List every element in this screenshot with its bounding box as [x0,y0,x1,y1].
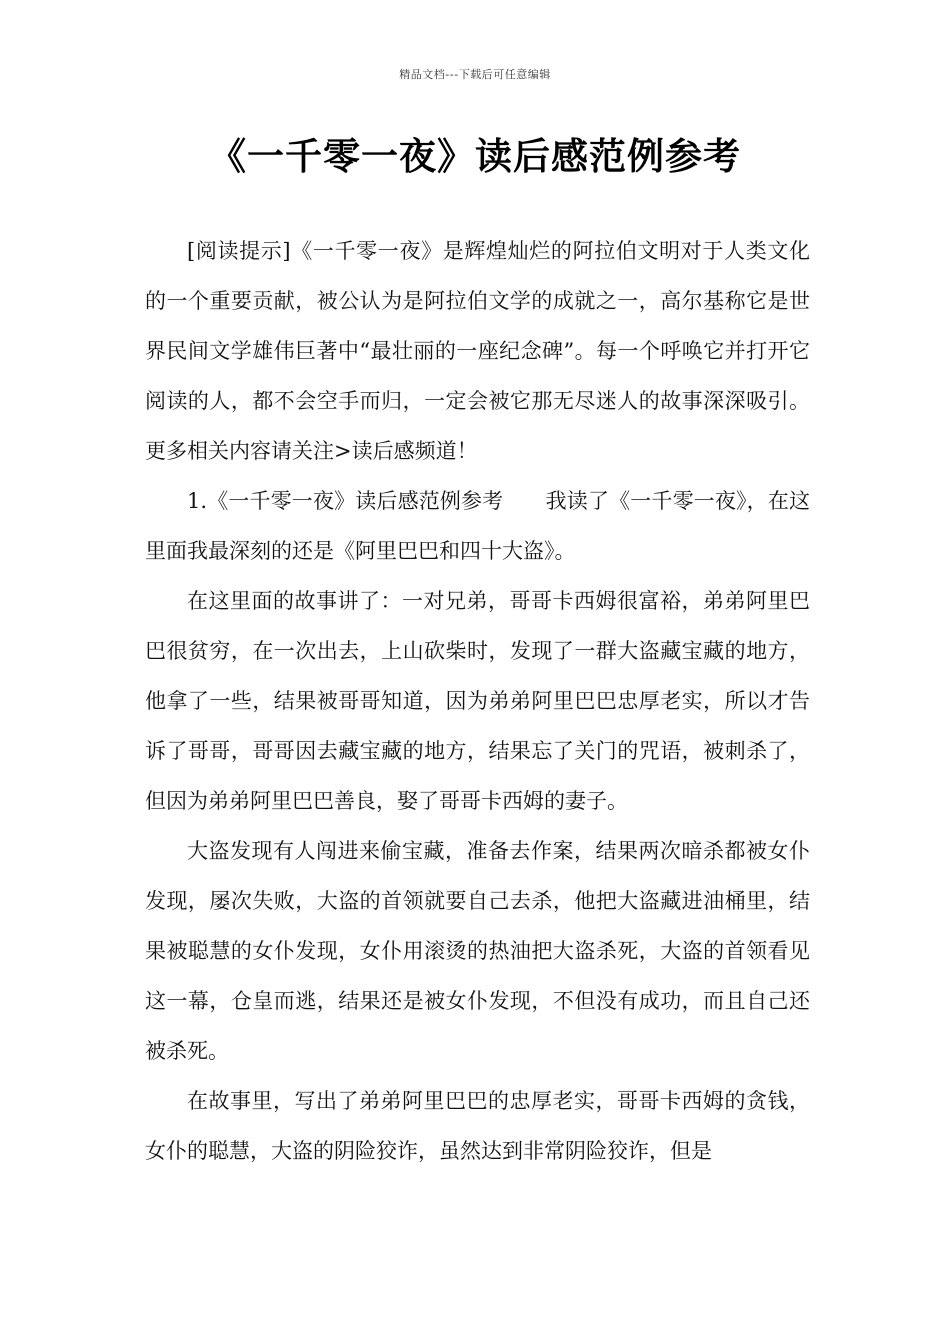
paragraph-2: 在这里面的故事讲了：一对兄弟，哥哥卡西姆很富裕，弟弟阿里巴巴很贫穷，在一次出去，上山砍柴时，发现了一群大盗藏宝藏的地方，他拿了一些，结果被哥哥知道，因为弟弟阿里巴巴忠厚老实，所以才告诉了哥哥，哥哥因去藏宝藏的地方，结果忘了关门的咒语，被刺杀了，但因为弟弟阿里巴巴善良，娶了哥哥卡西姆的妻子。 [145,589,810,813]
document-title: 《一千零一夜》读后感范例参考 [209,135,741,178]
paragraph-1: 1.《一千零一夜》读后感范例参考 我读了《一千零一夜》，在这里面我最深刻的还是《阿里巴巴和四十大盗》。 [145,489,810,563]
paragraph-4: 在故事里，写出了弟弟阿里巴巴的忠厚老实，哥哥卡西姆的贪钱，女仆的聪慧，大盗的阴险狡诈，虽然达到非常阴险狡诈，但是 [145,1089,810,1163]
document-body [145,226,810,1176]
paragraph-intro: [阅读提示]《一千零一夜》是辉煌灿烂的阿拉伯文明对于人类文化的一个重要贡献，被公认为是阿拉伯文学的成就之一，高尔基称它是世界民间文学雄伟巨著中“最壮丽的一座纪念碑”。每一个呼唤它并打开它阅读的人，都不会空手而归，一定会被它那无尽迷人的故事深深吸引。更多相关内容请关注>读后感频道！ [145,239,810,463]
paragraph-3: 大盗发现有人闯进来偷宝藏，准备去作案，结果两次暗杀都被女仆发现，屡次失败，大盗的首领就要自己去杀，他把大盗藏进油桶里，结果被聪慧的女仆发现，女仆用滚烫的热油把大盗杀死，大盗的首领看见这一幕，仓皇而逃，结果还是被女仆发现，不但没有成功，而且自己还被杀死。 [145,839,810,1063]
page-header: 精品文档---下载后可任意编辑 [399,68,551,81]
